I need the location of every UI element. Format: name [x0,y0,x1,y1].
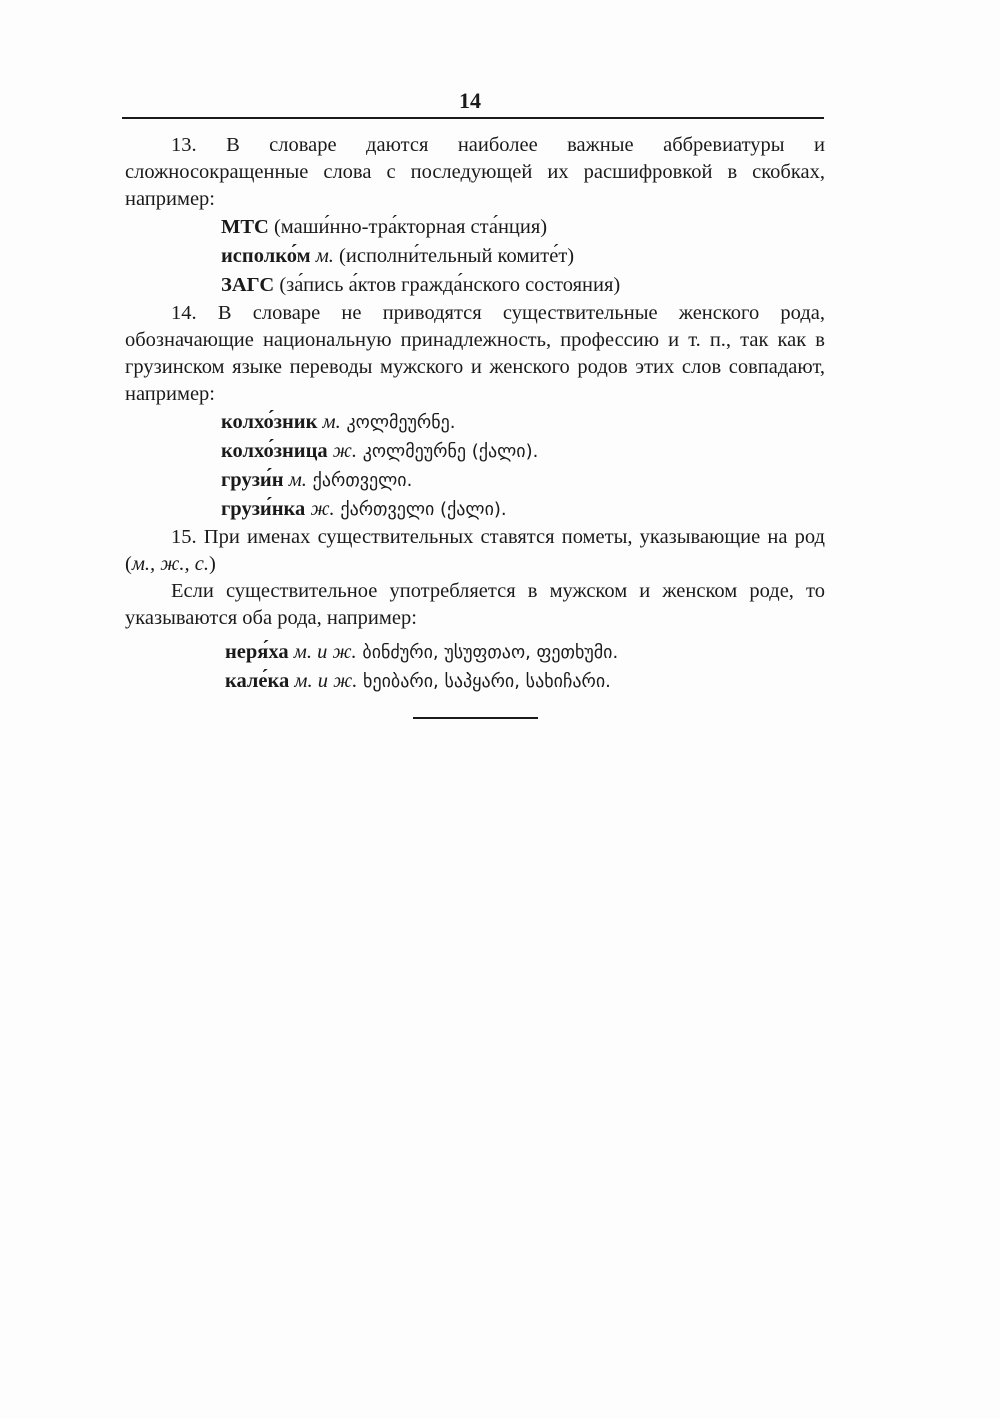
example-entry [125,408,825,437]
section-15-examples [125,638,825,696]
georgian-translation: ბინძური, უსუფთაო, ფეთხუმი. [356,642,619,663]
section-15-text [125,524,825,578]
gender-marks: м., ж., с. [131,553,209,575]
section-15-text-end: ) [208,553,216,575]
gram-mark: м. [310,245,334,267]
section-14-examples [125,408,825,524]
header-rule [122,117,824,119]
example-entry [125,495,825,524]
headword: грузи́нка [221,498,306,520]
gram-mark: м. и ж. [288,641,357,663]
georgian-translation: ქართველი (ქალი). [334,499,507,520]
example-entry [125,667,825,696]
example-entry [125,466,825,495]
example-entry [125,271,825,300]
headword: кале́ка [225,670,290,692]
headword: колхо́зница [221,440,328,462]
gram-mark: ж. [305,498,335,520]
section-15-text-start: 15. При именах существительных ставятся пометы, указывающие на род ( [125,526,825,575]
georgian-translation: ხეიბარი, საპყარი, სახიჩარი. [357,671,611,692]
section-14-text: 14. В словаре не приводятся существительные женского рода, обозначающие национальную принадлежность, профессию и т. п., так как в грузинском языке переводы мужского и женского родов этих слов совпадают, например: [125,302,825,405]
page-number: 14 [459,88,481,113]
example-entry [125,437,825,466]
gram-mark: м. [317,411,341,433]
headword: ЗАГС [221,274,275,296]
section-13-examples [125,213,825,300]
example-entry [125,242,825,271]
example-entry [125,213,825,242]
entry-definition: (исполни́тельный комите́т) [333,245,575,267]
headword: колхо́зник [221,411,318,433]
georgian-translation: კოლმეურნე. [340,412,456,433]
georgian-translation: ქართველი. [306,470,413,491]
headword: грузи́н [221,469,284,491]
section-end-rule [413,717,538,719]
section-13-text: 13. В словаре даются наиболее важные аббревиатуры и сложносокращенные слова с последующей их расшифровкой в скобках, например: [125,134,825,210]
headword: неря́ха [225,641,289,663]
page-body [125,132,825,696]
gram-mark: ж. [327,440,357,462]
gram-mark: м. [283,469,307,491]
section-15-text-2: Если существительное употребляется в мужском и женском роде, то указываются оба рода, например: [125,580,825,629]
headword: МТС [221,216,269,238]
entry-definition: (за́пись а́ктов гражда́нского состояния) [274,274,621,296]
headword: исполко́м [221,245,311,267]
entry-definition: (маши́нно-тра́кторная ста́нция) [268,216,548,238]
gram-mark: м. и ж. [289,670,358,692]
georgian-translation: კოლმეურნე (ქალი). [357,441,539,462]
example-entry [125,638,825,667]
